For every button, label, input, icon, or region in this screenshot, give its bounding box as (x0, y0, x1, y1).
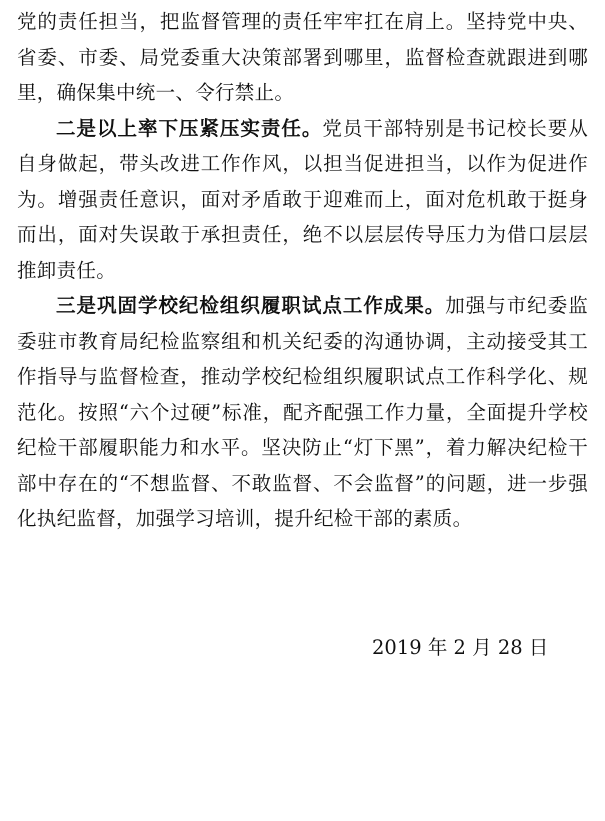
paragraph-heading: 三是巩固学校纪检组织履职试点工作成果。 (56, 294, 446, 317)
paragraph-text: 加强与市纪委监委驻市教育局纪检监察组和机关纪委的沟通协调，主动接受其工作指导与监督检查，推动学校纪检组织履职试点工作科学化、规范化。按照“六个过硬”标准，配齐配强工作力量，全面提升学校纪检干部履职能力和水平。坚决防止“灯下黑”，着力解决纪检干部中存在的“不想监督、不敢监督、不会监督”的问题，进一步强化执纪监督，加强学习培训，提升纪检干部的素质。 (17, 294, 588, 530)
paragraph-continuation (17, 4, 588, 111)
paragraph-responsibility (17, 111, 588, 289)
paragraph-text: 党的责任担当，把监督管理的责任牢牢扛在肩上。坚持党中央、省委、市委、局党委重大决策部署到哪里，监督检查就跟进到哪里，确保集中统一、令行禁止。 (17, 10, 588, 104)
paragraph-text: 党员干部特别是书记校长要从自身做起，带头改进工作作风，以担当促进担当，以作为促进作为。增强责任意识，面对矛盾敢于迎难而上，面对危机敢于挺身而出，面对失误敢于承担责任，绝不以层层传导压力为借口层层推卸责任。 (17, 116, 588, 282)
document-date: 2019 年 2 月 28 日 (372, 636, 549, 659)
document-body (17, 4, 588, 537)
paragraph-discipline-pilot (17, 288, 588, 537)
paragraph-heading: 二是以上率下压紧压实责任。 (56, 116, 323, 140)
